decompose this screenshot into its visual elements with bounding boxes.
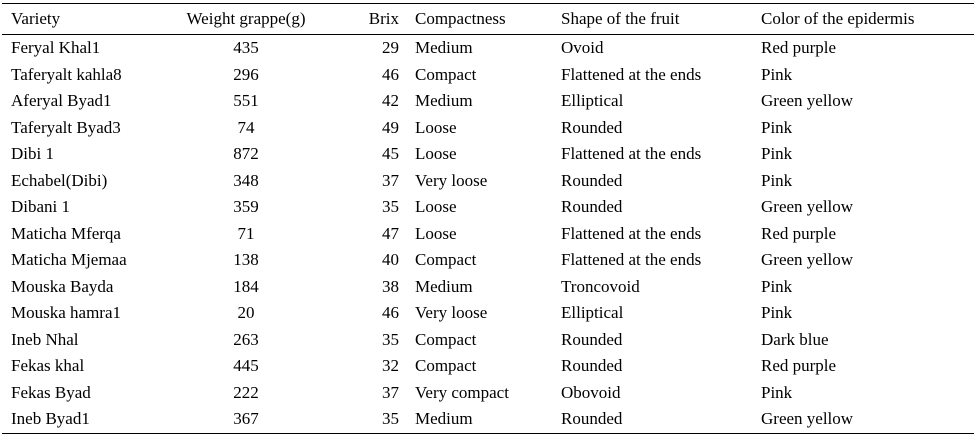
cell-brix: 42 <box>382 91 399 111</box>
cell-compactness: Medium <box>415 91 473 111</box>
header-row <box>2 4 974 35</box>
cell-compactness: Very loose <box>415 170 488 190</box>
table-row <box>2 380 974 407</box>
cell-variety: Aferyal Byad1 <box>11 91 112 111</box>
cell-brix: 40 <box>382 250 399 270</box>
table-row <box>2 88 974 115</box>
cell-shape: Rounded <box>561 117 623 137</box>
cell-brix: 35 <box>382 197 399 217</box>
cell-compactness: Medium <box>415 409 473 429</box>
table-body <box>2 35 974 434</box>
cell-compactness: Compact <box>415 250 477 270</box>
cell-color: Pink <box>761 382 793 402</box>
cell-weight: 296 <box>233 64 259 84</box>
table-row <box>2 221 974 248</box>
cell-brix: 32 <box>382 356 399 376</box>
cell-brix: 46 <box>382 64 399 84</box>
cell-compactness: Loose <box>415 144 457 164</box>
cell-color: Green yellow <box>761 409 854 429</box>
cell-variety: Maticha Mferqa <box>11 223 121 243</box>
cell-color: Pink <box>761 64 793 84</box>
cell-variety: Feryal Khal1 <box>11 38 101 58</box>
cell-brix: 29 <box>382 38 399 58</box>
table-row <box>2 353 974 380</box>
cell-color: Pink <box>761 117 793 137</box>
variety-table-container <box>2 3 974 434</box>
cell-shape: Elliptical <box>561 303 624 323</box>
header-color: Color of the epidermis <box>761 9 915 28</box>
cell-brix: 38 <box>382 276 399 296</box>
cell-brix: 35 <box>382 329 399 349</box>
header-brix: Brix <box>368 9 399 28</box>
cell-compactness: Compact <box>415 64 477 84</box>
cell-variety: Mouska Bayda <box>11 276 114 296</box>
cell-brix: 46 <box>382 303 399 323</box>
cell-brix: 37 <box>382 170 399 190</box>
header-variety: Variety <box>11 9 61 28</box>
cell-variety: Dibani 1 <box>11 197 71 217</box>
cell-shape: Flattened at the ends <box>561 64 702 84</box>
table-row <box>2 194 974 221</box>
cell-variety: Maticha Mjemaa <box>11 250 127 270</box>
table-header <box>2 4 974 35</box>
cell-weight: 551 <box>233 91 259 111</box>
cell-compactness: Loose <box>415 117 457 137</box>
cell-variety: Taferyalt kahla8 <box>11 64 122 84</box>
table-row <box>2 62 974 89</box>
table-row <box>2 274 974 301</box>
cell-variety: Dibi 1 <box>11 144 54 164</box>
cell-shape: Elliptical <box>561 91 624 111</box>
cell-weight: 367 <box>233 409 259 429</box>
cell-shape: Rounded <box>561 197 623 217</box>
cell-weight: 74 <box>237 117 255 137</box>
cell-weight: 359 <box>233 197 259 217</box>
cell-weight: 184 <box>233 276 259 296</box>
table-row <box>2 35 974 62</box>
cell-weight: 263 <box>233 329 259 349</box>
cell-weight: 872 <box>233 144 259 164</box>
table-row <box>2 406 974 433</box>
cell-brix: 47 <box>382 223 399 243</box>
table-row <box>2 300 974 327</box>
cell-compactness: Medium <box>415 38 473 58</box>
header-compactness: Compactness <box>415 9 506 28</box>
cell-weight: 20 <box>237 303 255 323</box>
cell-variety: Echabel(Dibi) <box>11 170 108 190</box>
cell-color: Red purple <box>761 223 837 243</box>
cell-compactness: Loose <box>415 197 457 217</box>
table-row <box>2 141 974 168</box>
cell-compactness: Medium <box>415 276 473 296</box>
cell-variety: Ineb Byad1 <box>11 409 90 429</box>
cell-color: Pink <box>761 276 793 296</box>
cell-compactness: Very compact <box>415 382 509 402</box>
cell-weight: 348 <box>233 170 259 190</box>
cell-shape: Ovoid <box>561 38 604 58</box>
cell-shape: Troncovoid <box>561 276 640 296</box>
cell-shape: Rounded <box>561 170 623 190</box>
cell-color: Red purple <box>761 38 837 58</box>
cell-compactness: Very loose <box>415 303 488 323</box>
table-row <box>2 168 974 195</box>
variety-table <box>2 3 974 434</box>
cell-compactness: Loose <box>415 223 457 243</box>
cell-shape: Obovoid <box>561 382 621 402</box>
cell-brix: 37 <box>382 382 399 402</box>
cell-variety: Fekas Byad <box>11 382 91 402</box>
cell-color: Green yellow <box>761 91 854 111</box>
cell-color: Pink <box>761 144 793 164</box>
cell-weight: 445 <box>233 356 259 376</box>
cell-weight: 435 <box>233 38 259 58</box>
cell-weight: 138 <box>233 250 259 270</box>
cell-shape: Flattened at the ends <box>561 144 702 164</box>
table-row <box>2 115 974 142</box>
cell-weight: 71 <box>237 223 255 243</box>
cell-brix: 49 <box>382 117 399 137</box>
table-row <box>2 327 974 354</box>
cell-shape: Flattened at the ends <box>561 250 702 270</box>
cell-color: Green yellow <box>761 197 854 217</box>
cell-shape: Rounded <box>561 329 623 349</box>
cell-color: Pink <box>761 303 793 323</box>
cell-variety: Ineb Nhal <box>11 329 79 349</box>
cell-brix: 45 <box>382 144 399 164</box>
header-shape: Shape of the fruit <box>561 9 680 28</box>
cell-color: Dark blue <box>761 329 829 349</box>
cell-color: Green yellow <box>761 250 854 270</box>
cell-color: Red purple <box>761 356 837 376</box>
cell-brix: 35 <box>382 409 399 429</box>
cell-shape: Flattened at the ends <box>561 223 702 243</box>
cell-color: Pink <box>761 170 793 190</box>
cell-weight: 222 <box>233 382 259 402</box>
cell-shape: Rounded <box>561 356 623 376</box>
cell-compactness: Compact <box>415 329 477 349</box>
cell-variety: Mouska hamra1 <box>11 303 122 323</box>
table-row <box>2 247 974 274</box>
cell-variety: Taferyalt Byad3 <box>11 117 121 137</box>
header-weight: Weight grappe(g) <box>186 9 306 28</box>
cell-variety: Fekas khal <box>11 356 85 376</box>
cell-shape: Rounded <box>561 409 623 429</box>
cell-compactness: Compact <box>415 356 477 376</box>
